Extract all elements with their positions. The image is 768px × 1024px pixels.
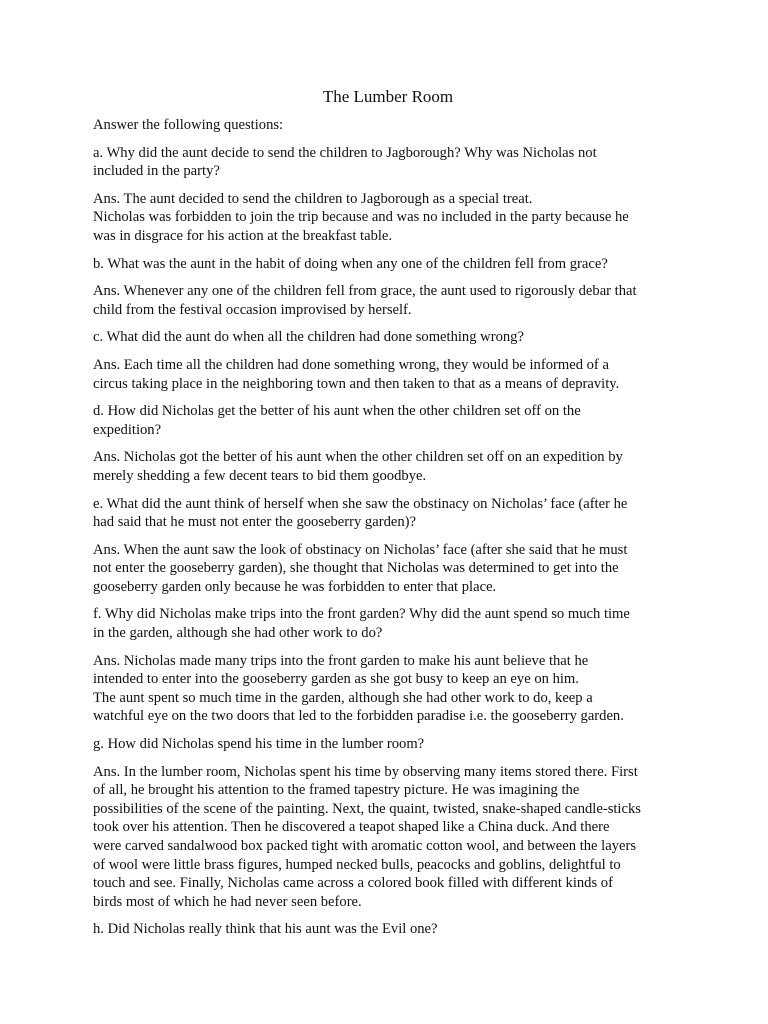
answer-f: Ans. Nicholas made many trips into the front garden to make his aunt believe that he intended to enter into the gooseberry garden as she got busy to keep an eye on him. The aunt spent so much time in the garden, although she had other work to do, keep a watchful eye on the two doors that led to the forbidden paradise i.e. the gooseberry garden.	[93, 652, 624, 725]
question-c: c. What did the aunt do when all the children had done something wrong?	[93, 329, 524, 346]
question-d: d. How did Nicholas get the better of his aunt when the other children set off on the expedition?	[93, 403, 581, 438]
question-a: a. Why did the aunt decide to send the children to Jagborough? Why was Nicholas not included in the party?	[93, 144, 597, 180]
question-e: e. What did the aunt think of herself when she saw the obstinacy on Nicholas’ face (after he had said that he must not enter the gooseberry garden)?	[93, 495, 628, 531]
answer-d: Ans. Nicholas got the better of his aunt when the other children set off on an expedition by merely shedding a few decent tears to bid them goodbye.	[93, 449, 623, 484]
instructions: Answer the following questions:	[93, 117, 284, 133]
answer-b: Ans. Whenever any one of the children fell from grace, the aunt used to rigorously debar that child from the festival occasion improvised by herself.	[93, 283, 637, 318]
answer-g: Ans. In the lumber room, Nicholas spent his time by observing many items stored there. First of all, he brought his attention to the framed tapestry picture. He was imagining the possibilities of the scene of the painting. Next, the quaint, twisted, snake-shaped candle-sticks took over his attention. Then he discovered a teapot shaped like a China duck. And there were carved sandalwood box packed tight with aromatic cotton wool, and between the layers of wool were little brass figures, humped necked bulls, peacocks and goblins, delightful to touch and see. Finally, Nicholas came across a colored book filled with different kinds of birds most of which he had never seen before.	[93, 763, 641, 910]
document-page	[93, 86, 683, 948]
question-b: b. What was the aunt in the habit of doing when any one of the children fell from grace?	[93, 255, 608, 272]
answer-a: Ans. The aunt decided to send the children to Jagborough as a special treat. Nicholas was forbidden to join the trip because and was no included in the party because he was in disgrace for his action at the breakfast table.	[93, 190, 629, 244]
question-h: h. Did Nicholas really think that his aunt was the Evil one?	[93, 921, 438, 938]
document-title: The Lumber Room	[322, 87, 454, 106]
question-g: g. How did Nicholas spend his time in the lumber room?	[93, 736, 425, 753]
answer-c: Ans. Each time all the children had done something wrong, they would be informed of a circus taking place in the neighboring town and then taken to that as a means of depravity.	[93, 356, 620, 392]
question-f: f. Why did Nicholas make trips into the front garden? Why did the aunt spend so much time in the garden, although she had other work to do?	[93, 606, 630, 642]
answer-e: Ans. When the aunt saw the look of obstinacy on Nicholas’ face (after she said that he must not enter the gooseberry garden), she thought that Nicholas was determined to get into the gooseberry garden only because he was forbidden to enter that place.	[93, 541, 628, 595]
